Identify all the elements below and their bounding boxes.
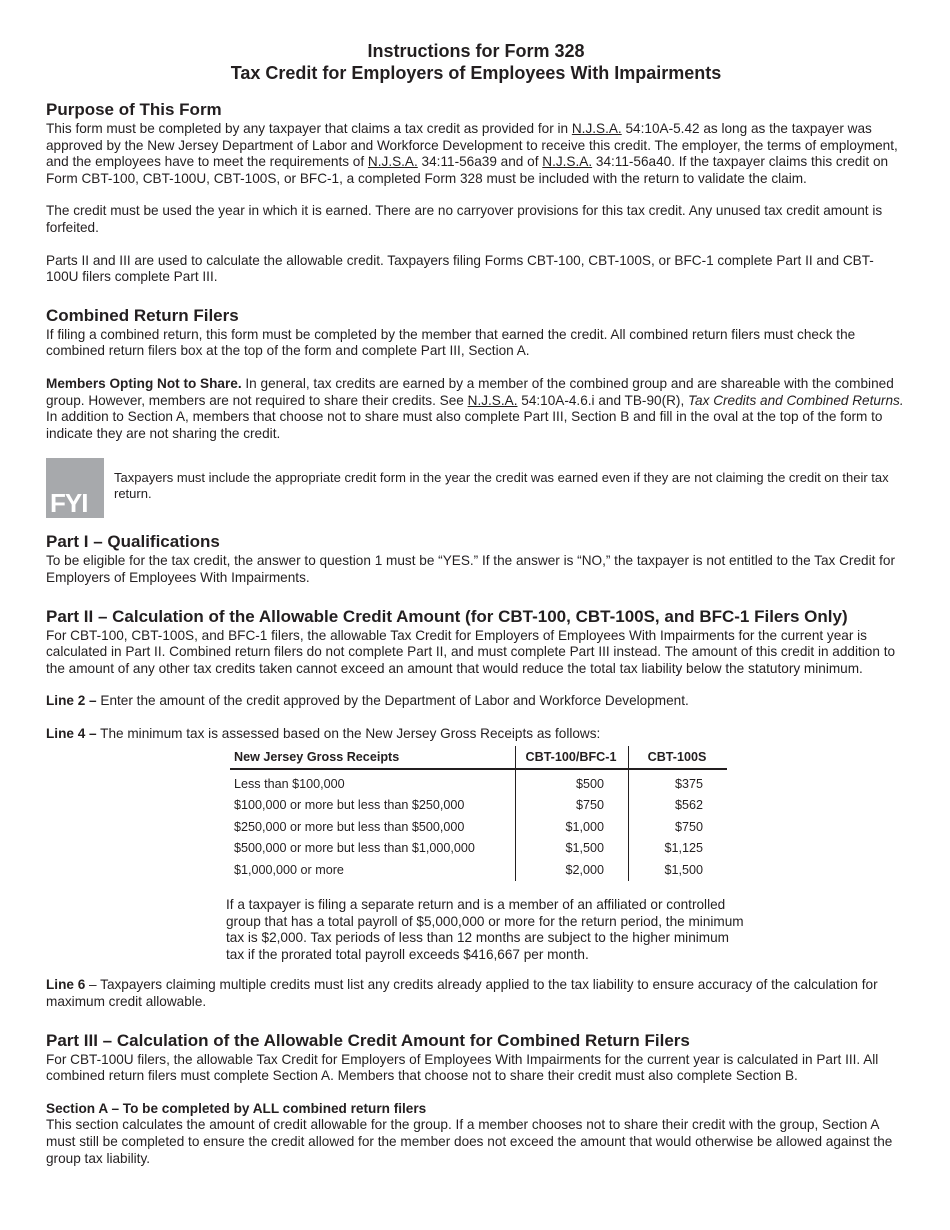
- table-cell: $562: [629, 795, 728, 817]
- table-cell: $250,000 or more but less than $500,000: [234, 819, 465, 834]
- section-a-heading: Section A – To be completed by ALL combined return filers: [46, 1100, 427, 1116]
- table-cell: $750: [629, 816, 728, 838]
- minimum-tax-table: [230, 746, 727, 881]
- part3-paragraph: For CBT-100U filers, the allowable Tax Credit for Employers of Employees With Impairments for the current year is calculated in Part III. All combined return filers must complete Section A. Members that choose not to share their credit must also complete Section B.: [46, 1051, 879, 1084]
- column-header: New Jersey Gross Receipts: [230, 746, 516, 769]
- table-cell: $375: [629, 769, 728, 795]
- part2-paragraph: For CBT-100, CBT-100S, and BFC-1 filers, the allowable Tax Credit for Employers of Employees With Impairments for the current year is calculated in Part II. Combined return filers do not complete Part II, and must complete Part III instead. The amount of this credit in addition to the amount of any other tax credits taken cannot exceed an amount that would reduce the total tax liability below the statutory minimum.: [46, 627, 896, 676]
- purpose-heading: Purpose of This Form: [46, 100, 222, 119]
- column-header: CBT-100/BFC-1: [516, 746, 629, 769]
- line-2-instruction: Line 2 – Enter the amount of the credit approved by the Department of Labor and Workforce Development.: [46, 693, 689, 709]
- purpose-paragraph-1: This form must be completed by any taxpayer that claims a tax credit as provided for in N.J.S.A. 54:10A-5.42 as long as the taxpayer was approved by the New Jersey Department of Labor and Workforce Development to receive this credit. The employer, the terms of employment, and the employees have to meet the requirements of N.J.S.A. 34:11-56a39 and of N.J.S.A. 34:11-56a40. If the taxpayer claims this credit on Form CBT-100, CBT-100U, CBT-100S, or BFC-1, a completed Form 328 must be included with the return to validate the claim.: [46, 121, 898, 186]
- page-title: [46, 40, 906, 84]
- table-cell: $1,000,000 or more: [234, 862, 344, 877]
- title-line-2: Tax Credit for Employers of Employees With Impairments: [230, 63, 722, 83]
- table-row: [230, 838, 727, 860]
- purpose-paragraph-2: The credit must be used the year in which it is earned. There are no carryover provisions for this tax credit. Any unused tax credit amount is forfeited.: [46, 203, 883, 235]
- part1-paragraph: To be eligible for the tax credit, the answer to question 1 must be “YES.” If the answer is “NO,” the taxpayer is not entitled to the Tax Credit for Employers of Employees With Impairments.: [46, 553, 896, 585]
- combined-heading: Combined Return Filers: [46, 305, 239, 325]
- table-cell: Less than $100,000: [234, 776, 345, 791]
- table-row: [230, 816, 727, 838]
- table-row: [230, 859, 727, 881]
- section-a-text: This section calculates the amount of credit allowable for the group. If a member chooses not to share their credit with the group, Section A must still be completed to ensure the credit allowed for the member does not exceed the amount that would otherwise be allowed against the group tax liability.: [46, 1117, 893, 1166]
- njsa-reference: N.J.S.A.: [367, 154, 418, 170]
- njsa-reference: N.J.S.A.: [542, 154, 593, 170]
- members-opting-paragraph: Members Opting Not to Share. In general, tax credits are earned by a member of the combined group and are shareable with the combined group. However, members are not required to share their credits. See N.J.S.A. 54:10A-4.6.i and TB-90(R), Tax Credits and Combined Returns. In addition to Section A, members that choose not to share must also complete Part III, Section B and fill in the oval at the top of the form to indicate they are not sharing the credit.: [46, 375, 904, 441]
- line-4-instruction: Line 4 – The minimum tax is assessed based on the New Jersey Gross Receipts as follows:: [46, 725, 601, 741]
- fyi-icon: FYI: [46, 458, 104, 518]
- affiliated-group-note: If a taxpayer is filing a separate return and is a member of an affiliated or controlled group that has a total payroll of $5,000,000 or more for the return period, the minimum tax is $2,000. Tax periods of less than 12 months are subject to the higher minimum tax if the prorated total payroll exceeds $416,667 per month.: [226, 896, 744, 962]
- njsa-reference: N.J.S.A.: [467, 392, 518, 408]
- table-cell: $750: [516, 795, 629, 817]
- part2-heading: Part II – Calculation of the Allowable Credit Amount (for CBT-100, CBT-100S, and BFC-1 Filers Only): [46, 606, 848, 626]
- table-cell: $500,000 or more but less than $1,000,000: [234, 841, 475, 856]
- purpose-paragraph-3: Parts II and III are used to calculate the allowable credit. Taxpayers filing Forms CBT-100, CBT-100S, or BFC-1 complete Part II and CBT-100U filers complete Part III.: [46, 252, 874, 285]
- table-cell: $500: [516, 769, 629, 795]
- table-cell: $1,125: [629, 838, 728, 860]
- njsa-reference: N.J.S.A.: [571, 121, 622, 136]
- table-cell: $2,000: [516, 859, 629, 881]
- table-row: [230, 795, 727, 817]
- table-cell: $1,000: [516, 816, 629, 838]
- instructions-page: [46, 40, 906, 1183]
- column-header: CBT-100S: [629, 746, 728, 769]
- table-cell: $1,500: [629, 859, 728, 881]
- part3-heading: Part III – Calculation of the Allowable Credit Amount for Combined Return Filers: [46, 1030, 690, 1050]
- part1-heading: Part I – Qualifications: [46, 532, 220, 552]
- table-row: [230, 769, 727, 795]
- line-6-instruction: Line 6 – Taxpayers claiming multiple credits must list any credits already applied to the tax liability to ensure accuracy of the calculation for maximum credit allowable.: [46, 977, 878, 1009]
- title-line-1: Instructions for Form 328: [367, 41, 585, 61]
- table-header-row: [230, 746, 727, 769]
- table-cell: $1,500: [516, 838, 629, 860]
- combined-paragraph-1: If filing a combined return, this form must be completed by the member that earned the credit. All combined return filers must check the combined return filers box at the top of the form and complete Part III, Section A.: [46, 326, 856, 359]
- table-cell: $100,000 or more but less than $250,000: [234, 798, 465, 813]
- fyi-text: Taxpayers must include the appropriate credit form in the year the credit was earned even if they are not claiming the credit on their tax return.: [114, 470, 889, 502]
- fyi-callout: [46, 458, 906, 518]
